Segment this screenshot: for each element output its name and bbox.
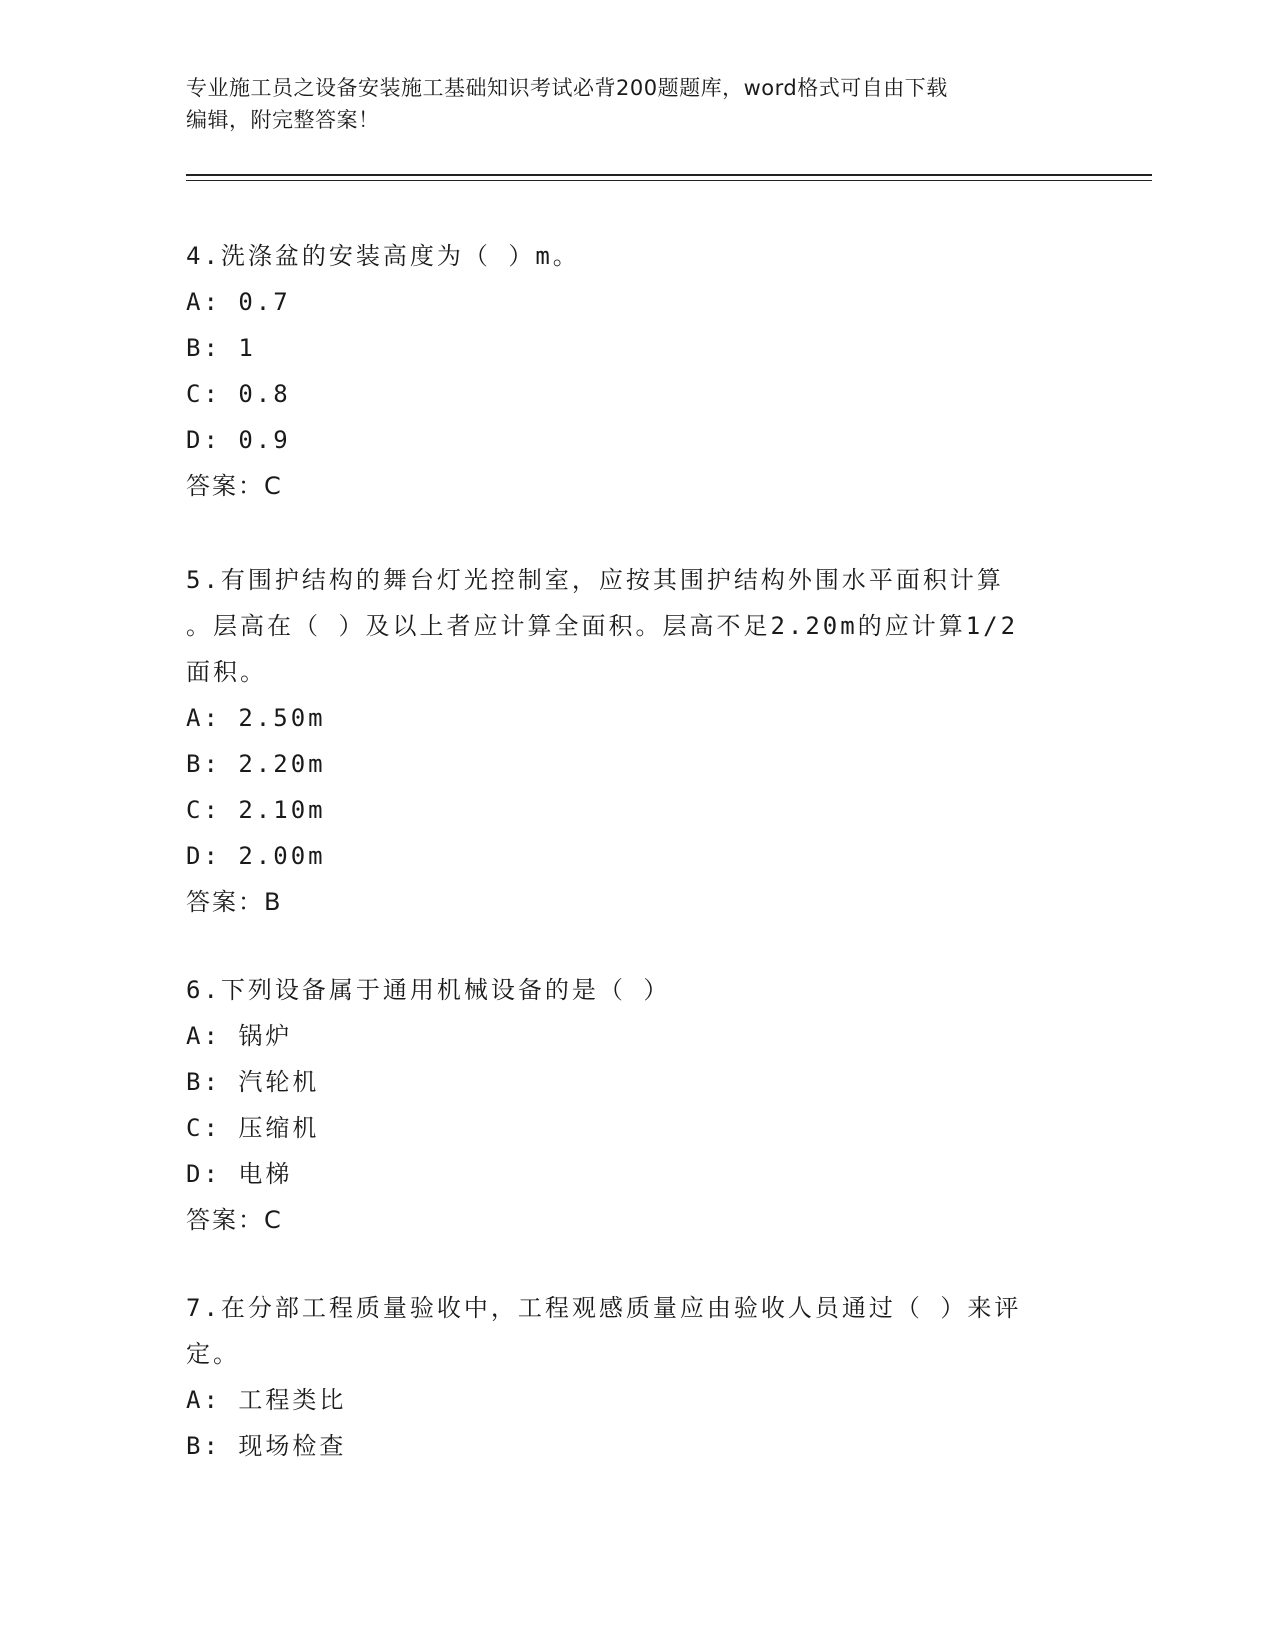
question-stem-line: 5.有围护结构的舞台灯光控制室，应按其围护结构外围水平面积计算 [186,566,1004,594]
option-a: A: 0.7 [186,288,291,316]
question-block [186,557,1066,925]
answer-line: 答案：C [186,1206,283,1234]
option-a: A: 锅炉 [186,1022,293,1050]
option-b: B: 现场检查 [186,1432,347,1460]
header-divider-bottom [186,180,1152,181]
option-b: B: 1 [186,334,256,362]
option-a: A: 工程类比 [186,1386,347,1414]
option-d: D: 电梯 [186,1160,293,1188]
question-block [186,1285,1066,1469]
question-stem [186,557,1066,695]
option-b: B: 2.20m [186,750,326,778]
question-stem-line: 定。 [186,1340,240,1368]
option-d: D: 2.00m [186,842,326,870]
question-stem-line: 7.在分部工程质量验收中，工程观感质量应由验收人员通过（ ）来评 [186,1294,1022,1322]
header-line-2: 编辑，附完整答案！ [186,108,380,132]
answer-line: 答案：B [186,888,283,916]
option-c: C: 2.10m [186,796,326,824]
document-header [186,72,1066,136]
header-divider-top [186,174,1152,176]
question-stem-line: 4.洗涤盆的安装高度为（ ）m。 [186,242,580,270]
option-d: D: 0.9 [186,426,291,454]
question-stem [186,967,1066,1013]
answer-line: 答案：C [186,472,283,500]
option-b: B: 汽轮机 [186,1068,320,1096]
question-block [186,967,1066,1243]
option-c: C: 压缩机 [186,1114,320,1142]
question-stem-line: 。层高在（ ）及以上者应计算全面积。层高不足2.20m的应计算1/2 [186,612,1019,640]
question-stem [186,233,1066,279]
question-stem-line: 面积。 [186,658,267,686]
question-block [186,233,1066,509]
option-c: C: 0.8 [186,380,291,408]
header-line-1: 专业施工员之设备安装施工基础知识考试必背200题题库，word格式可自由下载 [186,76,948,100]
question-stem [186,1285,1066,1377]
question-stem-line: 6.下列设备属于通用机械设备的是（ ） [186,976,671,1004]
option-a: A: 2.50m [186,704,326,732]
